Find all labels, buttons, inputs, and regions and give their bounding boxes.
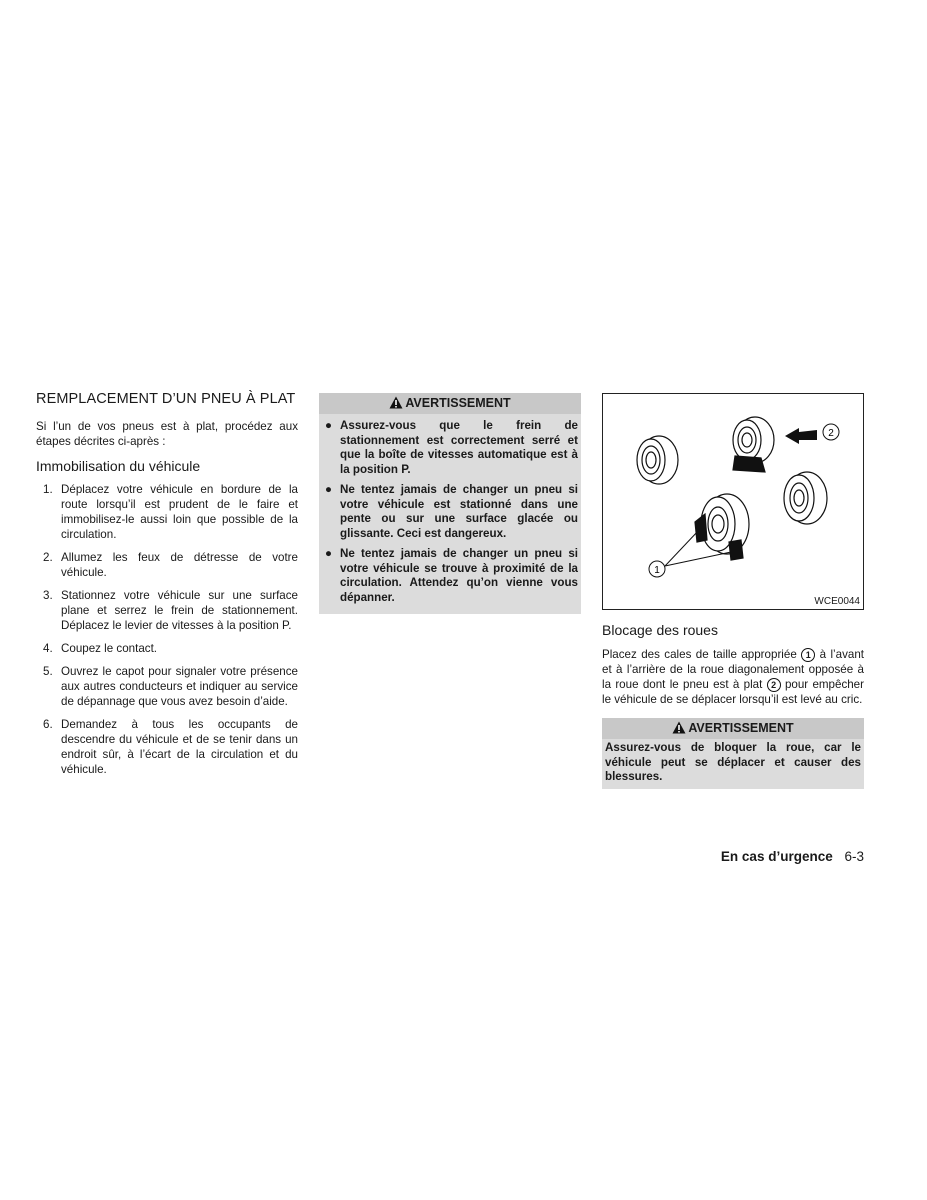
tire-front-left bbox=[637, 436, 678, 484]
warning-text: Assurez-vous de bloquer la roue, car le véhicule peut se déplacer et causer des blessures. bbox=[605, 741, 861, 783]
subsection-title: Immobilisation du véhicule bbox=[36, 458, 201, 474]
footer-section: En cas d’urgence bbox=[720, 849, 833, 864]
figure-caption: Blocage des roues bbox=[602, 622, 718, 638]
tire-flat bbox=[733, 417, 774, 472]
warning-item: ● Ne tentez jamais de changer un pneu si votre véhicule se trouve à proximité de la circulation. Attendez qu’on vienne vous dépanner. bbox=[325, 547, 578, 604]
left-column bbox=[36, 391, 298, 785]
wheel-chocks-illustration bbox=[603, 394, 863, 609]
svg-text:2: 2 bbox=[828, 428, 834, 439]
list-item: 3. Stationnez votre véhicule sur une surface plane et serrez le frein de stationnement. Déplacez le levier de vitesses à la position P. bbox=[43, 589, 298, 632]
warning-title: AVERTISSEMENT bbox=[688, 721, 794, 735]
intro-paragraph: Si l’un de vos pneus est à plat, procédez aux étapes décrites ci-après : bbox=[36, 420, 298, 448]
right-column bbox=[602, 393, 864, 789]
tire-chocked bbox=[695, 494, 749, 560]
warning-triangle-icon bbox=[389, 396, 403, 409]
middle-column bbox=[319, 393, 581, 614]
list-item: 2. Allumez les feux de détresse de votre véhicule. bbox=[43, 551, 298, 579]
warning-item: ● Assurez-vous que le frein de stationnement est correctement serré et que la boîte de vitesses automatique est à la position P. bbox=[325, 419, 578, 476]
warning-box bbox=[319, 393, 581, 614]
wheel-chocks-figure bbox=[602, 393, 864, 610]
warning-box bbox=[602, 718, 864, 789]
warning-triangle-icon bbox=[672, 721, 686, 734]
bullet-icon: ● bbox=[325, 547, 333, 560]
svg-text:1: 1 bbox=[654, 565, 660, 576]
warning-header bbox=[319, 393, 581, 414]
figure-code: WCE0044 bbox=[814, 596, 860, 607]
warning-title: AVERTISSEMENT bbox=[405, 396, 511, 410]
page-footer bbox=[721, 849, 864, 864]
list-item: 5. Ouvrez le capot pour signaler votre présence aux autres conducteurs et indiquer au service de dépannage que vous avez besoin d’aide. bbox=[43, 665, 298, 708]
steps-list bbox=[36, 482, 298, 777]
warning-item: ● Ne tentez jamais de changer un pneu si votre véhicule est stationné dans une pente ou sur une surface glacée ou glissante. Ceci est dangereux. bbox=[325, 483, 578, 540]
bullet-icon: ● bbox=[325, 483, 333, 496]
tire-rear-right bbox=[784, 472, 827, 524]
list-item: 1. Déplacez votre véhicule en bordure de la route lorsqu’il est prudent de le faire et immobilisez-le aussi loin que possible de la circulation. bbox=[43, 483, 298, 541]
arrow-icon bbox=[785, 428, 817, 444]
bullet-icon: ● bbox=[325, 419, 333, 432]
chocks-paragraph: Placez des cales de taille appropriée 1 à l’avant et à l’arrière de la roue diagonalement opposée à la roue dont le pneu est à plat 2 pour empêcher le véhicule de se déplacer lorsqu’il est levé au cric. bbox=[602, 648, 864, 706]
callout-2-marker: 2 bbox=[767, 678, 781, 692]
section-title: REMPLACEMENT D’UN PNEU À PLAT bbox=[36, 391, 296, 407]
warning-header bbox=[602, 718, 864, 739]
callout-1-marker: 1 bbox=[801, 648, 815, 662]
page-number: 6-3 bbox=[844, 849, 864, 864]
list-item: 6. Demandez à tous les occupants de descendre du véhicule et de se tenir dans un endroit sûr, à l’écart de la circulation et du véhicule. bbox=[43, 718, 298, 776]
list-item: 4. Coupez le contact. bbox=[43, 642, 158, 655]
